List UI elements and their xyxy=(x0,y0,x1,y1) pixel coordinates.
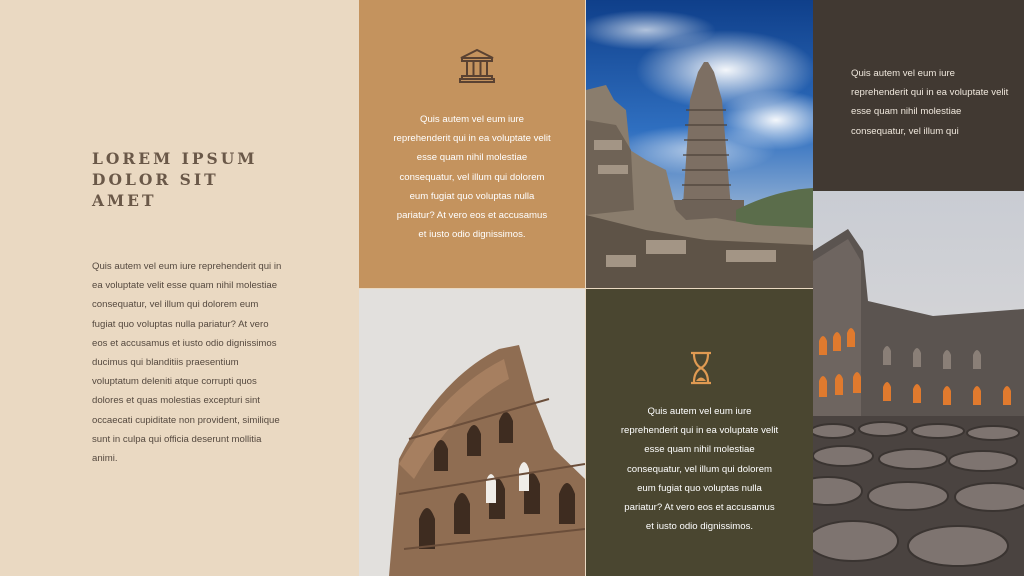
left-text-panel xyxy=(0,0,359,576)
colosseum-photo-right xyxy=(813,191,1024,576)
olive-panel xyxy=(586,289,813,576)
dark-panel xyxy=(813,0,1024,191)
temple-photo xyxy=(586,0,813,288)
left-body-text: Quis autem vel eum iure reprehenderit qui in ea voluptate velit esse quam nihil molestiae consequatur, vel illum qui dolorem eum fugiat quo voluptas nulla pariatur? At vero eos et accusamus et iusto odio dignissimos ducimus qui blanditiis praesentium voluptatum deleniti atque corrupti quos dolores et quas molestias excepturi sint occaecati cupiditate non provident, similique sunt in culpa qui officia deserunt mollitia animi. xyxy=(92,261,282,465)
hourglass-icon xyxy=(689,351,713,385)
title-line-2: DOLOR SIT xyxy=(92,170,219,189)
tan-panel-text: Quis autem vel eum iure reprehenderit qui in ea voluptate velit esse quam nihil molestiae consequatur, vel illum qui dolorem eum fugiat quo voluptas nulla pariatur? At vero eos et accusamus et iusto odio dignissimos. xyxy=(393,114,551,241)
colosseum-photo-left xyxy=(359,289,585,576)
title-line-1: LOREM IPSUM xyxy=(92,149,258,168)
dark-panel-text: Quis autem vel eum iure reprehenderit qui in ea voluptate velit esse quam nihil molestiae consequatur, vel illum qui xyxy=(851,68,1009,137)
tan-panel xyxy=(359,0,585,288)
page-title xyxy=(92,148,332,211)
title-line-3: AMET xyxy=(92,191,157,210)
temple-icon xyxy=(458,47,496,85)
olive-panel-text: Quis autem vel eum iure reprehenderit qui in ea voluptate velit esse quam nihil molestiae consequatur, vel illum qui dolorem eum fugiat quo voluptas nulla pariatur? At vero eos et accusamus et iusto odio dignissimos. xyxy=(620,406,779,533)
